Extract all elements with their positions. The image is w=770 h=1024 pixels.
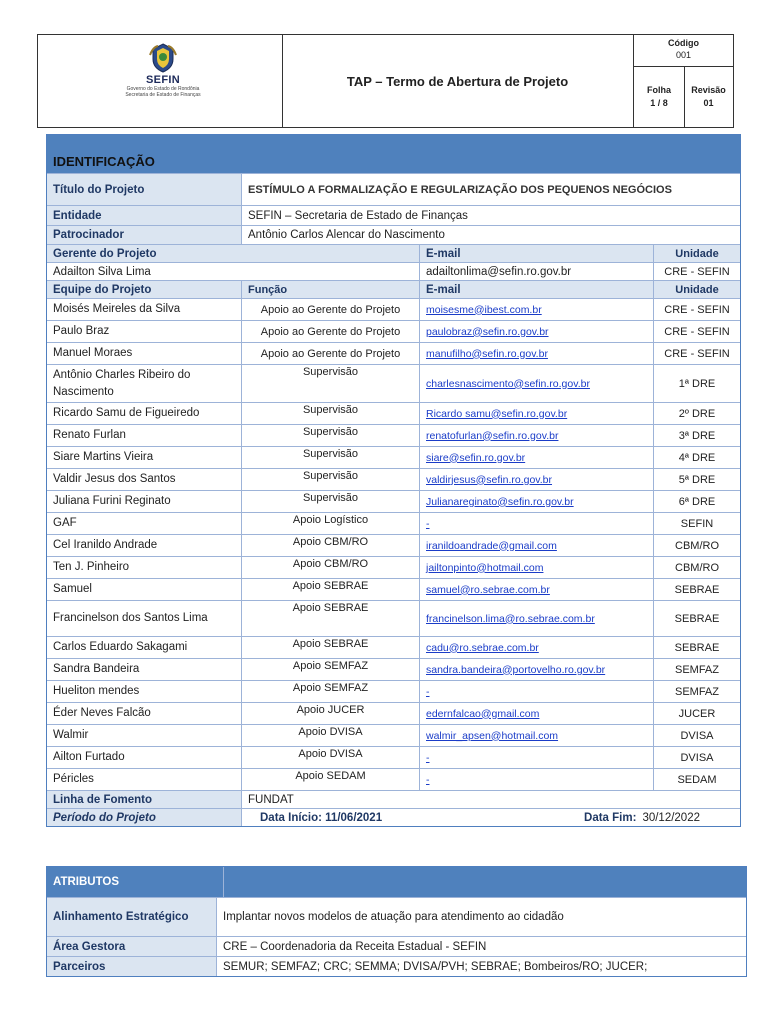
member-email-link[interactable]: cadu@ro.sebrae.com.br [426, 641, 539, 654]
data-fim-label: Data Fim: [584, 811, 637, 824]
member-name: Renato Furlan [47, 425, 242, 446]
member-funcao: Apoio Logístico [242, 513, 420, 534]
member-unidade: 4ª DRE [678, 451, 716, 464]
member-funcao: Apoio CBM/RO [242, 535, 420, 556]
member-email-link[interactable]: - [426, 751, 430, 764]
member-name: Juliana Furini Reginato [47, 491, 242, 512]
member-email-link[interactable]: walmir_apsen@hotmail.com [426, 729, 559, 742]
entidade-value: SEFIN – Secretaria de Estado de Finanças [248, 209, 468, 222]
member-name: Hueliton mendes [47, 681, 242, 702]
member-funcao: Supervisão [242, 469, 420, 490]
gerente-email: adailtonlima@sefin.ro.gov.br [420, 263, 654, 280]
member-email-cell [420, 535, 654, 556]
gerente-unidade: CRE - SEFIN [664, 265, 730, 278]
equipe-header: Equipe do Projeto [47, 281, 242, 298]
member-name: Sandra Bandeira [47, 659, 242, 680]
member-email-cell [420, 513, 654, 534]
identificacao-table [46, 134, 741, 827]
parceiros-row [47, 956, 746, 976]
folha-cell [634, 67, 685, 127]
member-email-cell [420, 747, 654, 768]
member-funcao: Apoio SEBRAE [242, 579, 420, 600]
alinhamento-value: Implantar novos modelos de atuação para atendimento ao cidadão [223, 911, 564, 923]
member-funcao: Supervisão [242, 365, 420, 402]
member-email-cell [420, 769, 654, 790]
parceiros-value: SEMUR; SEMFAZ; CRC; SEMMA; DVISA/PVH; SEBRAE; Bombeiros/RO; JUCER; [223, 960, 648, 973]
member-funcao: Apoio ao Gerente do Projeto [242, 343, 420, 364]
member-email-cell [420, 601, 654, 636]
table-row [47, 468, 740, 490]
table-row [47, 556, 740, 578]
member-email-link[interactable]: francinelson.lima@ro.sebrae.com.br [426, 612, 595, 625]
table-row [47, 342, 740, 364]
funcao-header: Função [242, 281, 420, 298]
member-email-link[interactable]: siare@sefin.ro.gov.br [426, 451, 526, 464]
member-unidade: CBM/RO [675, 561, 719, 574]
member-unidade: SEMFAZ [674, 663, 719, 676]
member-name: GAF [47, 513, 242, 534]
member-name: Ricardo Samu de Figueiredo [47, 403, 242, 424]
member-unidade: JUCER [678, 707, 716, 720]
member-unidade: CRE - SEFIN [664, 325, 730, 338]
member-funcao: Supervisão [242, 425, 420, 446]
member-funcao: Supervisão [242, 491, 420, 512]
document-header [37, 34, 734, 128]
member-unidade: 3ª DRE [678, 429, 716, 442]
alinhamento-row [47, 897, 746, 936]
data-fim-value: 30/12/2022 [642, 811, 700, 824]
periodo-row [47, 808, 740, 826]
parceiros-label: Parceiros [47, 957, 217, 976]
patrocinador-row [47, 225, 740, 244]
member-name: Walmir [47, 725, 242, 746]
codigo-cell [634, 35, 733, 67]
document-title: TAP – Termo de Abertura de Projeto [282, 35, 634, 127]
table-row [47, 320, 740, 342]
data-inicio: Data Início: 11/06/2021 [260, 811, 383, 824]
member-email-link[interactable]: sandra.bandeira@portovelho.ro.gov.br [426, 663, 606, 676]
member-name: Antônio Charles Ribeiro do Nascimento [47, 365, 242, 402]
codigo-value: 001 [675, 50, 692, 60]
member-name: Carlos Eduardo Sakagami [47, 637, 242, 658]
entidade-label: Entidade [47, 206, 242, 225]
member-email-cell [420, 469, 654, 490]
member-email-cell [420, 637, 654, 658]
member-email-link[interactable]: - [426, 685, 430, 698]
member-funcao: Apoio DVISA [242, 725, 420, 746]
gerente-email-header: E-mail [420, 245, 654, 262]
member-email-link[interactable]: - [426, 773, 430, 786]
linha-row [47, 790, 740, 808]
member-unidade: DVISA [680, 751, 714, 764]
member-name: Éder Neves Falcão [47, 703, 242, 724]
member-unidade: 5ª DRE [678, 473, 716, 486]
folha-label: Folha [647, 85, 671, 95]
gerente-header-row [47, 244, 740, 262]
member-name: Cel Iranildo Andrade [47, 535, 242, 556]
alinhamento-label: Alinhamento Estratégico [47, 898, 217, 936]
member-unidade: 2º DRE [678, 407, 716, 420]
folha-value: 1 / 8 [650, 98, 668, 108]
member-unidade: SEFIN [680, 517, 714, 530]
member-name: Péricles [47, 769, 242, 790]
logo-subtitle-2: Secretaria de Estado de Finanças [125, 92, 201, 98]
member-funcao: Apoio ao Gerente do Projeto [242, 321, 420, 342]
logo-cell [38, 35, 283, 127]
gerente-name: Adailton Silva Lima [47, 263, 420, 280]
table-row [47, 658, 740, 680]
member-funcao: Apoio JUCER [242, 703, 420, 724]
member-email-cell [420, 425, 654, 446]
member-email-cell [420, 659, 654, 680]
member-email-cell [420, 491, 654, 512]
equipe-unidade-header: Unidade [675, 283, 719, 296]
atributos-title: ATRIBUTOS [47, 867, 224, 897]
area-row [47, 936, 746, 956]
equipe-list [47, 298, 740, 790]
member-email-cell [420, 365, 654, 402]
member-name: Paulo Braz [47, 321, 242, 342]
member-funcao: Apoio SEBRAE [242, 637, 420, 658]
member-email-link[interactable]: moisesme@ibest.com.br [426, 303, 542, 316]
titulo-label: Título do Projeto [47, 174, 242, 205]
member-unidade: 6ª DRE [678, 495, 716, 508]
member-funcao: Apoio SEMFAZ [242, 681, 420, 702]
member-email-link[interactable]: samuel@ro.sebrae.com.br [426, 583, 550, 596]
member-email-cell [420, 703, 654, 724]
table-row [47, 512, 740, 534]
member-unidade: DVISA [680, 729, 714, 742]
member-email-cell [420, 447, 654, 468]
revisao-value: 01 [703, 98, 714, 108]
area-label: Área Gestora [47, 937, 217, 956]
patrocinador-value: Antônio Carlos Alencar do Nascimento [248, 229, 445, 241]
member-unidade: CRE - SEFIN [664, 347, 730, 360]
member-name: Samuel [47, 579, 242, 600]
gerente-row [47, 262, 740, 280]
member-email-link[interactable]: valdirjesus@sefin.ro.gov.br [426, 473, 553, 486]
member-unidade: CRE - SEFIN [664, 303, 730, 316]
member-email-link[interactable]: - [426, 517, 430, 530]
member-email-link[interactable]: paulobraz@sefin.ro.gov.br [426, 325, 549, 338]
member-email-link[interactable]: jailtonpinto@hotmail.com [426, 561, 544, 574]
patrocinador-label: Patrocinador [47, 226, 242, 244]
codigo-label: Código [668, 38, 699, 48]
member-name: Ailton Furtado [47, 747, 242, 768]
table-row [47, 298, 740, 320]
member-email-link[interactable]: Julianareginato@sefin.ro.gov.br [426, 495, 574, 508]
titulo-value: ESTÍMULO A FORMALIZAÇÃO E REGULARIZAÇÃO DOS PEQUENOS NEGÓCIOS [248, 183, 672, 196]
member-name: Valdir Jesus dos Santos [47, 469, 242, 490]
table-row [47, 724, 740, 746]
logo-name: SEFIN [146, 74, 180, 86]
member-funcao: Apoio SEBRAE [242, 601, 420, 636]
member-funcao: Apoio DVISA [242, 747, 420, 768]
member-funcao: Apoio SEDAM [242, 769, 420, 790]
sefin-logo [108, 43, 218, 98]
table-row [47, 702, 740, 724]
table-row [47, 680, 740, 702]
equipe-email-header: E-mail [420, 281, 654, 298]
member-funcao: Supervisão [242, 403, 420, 424]
member-email-cell [420, 681, 654, 702]
entidade-row [47, 205, 740, 225]
member-email-cell [420, 725, 654, 746]
table-row [47, 446, 740, 468]
member-unidade: SEMFAZ [674, 685, 719, 698]
member-email-link[interactable]: manufilho@sefin.ro.gov.br [426, 347, 548, 360]
member-email-link[interactable]: edernfalcao@gmail.com [426, 707, 540, 720]
member-email-link[interactable]: Ricardo samu@sefin.ro.gov.br [426, 407, 568, 420]
member-name: Moisés Meireles da Silva [47, 299, 242, 320]
table-row [47, 534, 740, 556]
member-name: Manuel Moraes [47, 343, 242, 364]
member-unidade: SEBRAE [674, 583, 720, 596]
member-name: Francinelson dos Santos Lima [47, 601, 242, 636]
table-row [47, 490, 740, 512]
logo-subtitle-1: Governo do Estado de Rondônia [126, 86, 200, 92]
member-email-cell [420, 579, 654, 600]
member-email-cell [420, 321, 654, 342]
member-email-link[interactable]: charlesnascimento@sefin.ro.gov.br [426, 377, 590, 390]
member-unidade: SEDAM [677, 773, 717, 786]
revisao-label: Revisão [691, 85, 726, 95]
table-row [47, 768, 740, 790]
titulo-row [47, 173, 740, 205]
member-unidade: CBM/RO [675, 539, 719, 552]
table-row [47, 578, 740, 600]
periodo-label: Período do Projeto [47, 809, 242, 826]
area-value: CRE – Coordenadoria da Receita Estadual - SEFIN [223, 940, 487, 953]
member-funcao: Apoio CBM/RO [242, 557, 420, 578]
member-unidade: SEBRAE [674, 612, 720, 625]
member-funcao: Apoio SEMFAZ [242, 659, 420, 680]
member-email-link[interactable]: iranildoandrade@gmail.com [426, 539, 557, 552]
member-email-cell [420, 557, 654, 578]
member-email-cell [420, 299, 654, 320]
member-email-link[interactable]: renatofurlan@sefin.ro.gov.br [426, 429, 559, 442]
member-unidade: SEBRAE [674, 641, 720, 654]
member-unidade: 1ª DRE [678, 377, 716, 390]
member-name: Ten J. Pinheiro [47, 557, 242, 578]
equipe-header-row [47, 280, 740, 298]
table-row [47, 364, 740, 402]
member-email-cell [420, 403, 654, 424]
member-name: Siare Martins Vieira [47, 447, 242, 468]
table-row [47, 402, 740, 424]
table-row [47, 746, 740, 768]
revisao-cell [684, 67, 733, 127]
member-funcao: Apoio ao Gerente do Projeto [242, 299, 420, 320]
identificacao-title: IDENTIFICAÇÃO [47, 135, 740, 173]
member-email-cell [420, 343, 654, 364]
linha-label: Linha de Fomento [47, 791, 242, 808]
table-row [47, 600, 740, 636]
table-row [47, 424, 740, 446]
atributos-table [46, 866, 747, 977]
linha-value: FUNDAT [248, 793, 294, 806]
member-funcao: Supervisão [242, 447, 420, 468]
coat-of-arms-icon [149, 43, 177, 73]
atributos-header [47, 867, 746, 897]
gerente-unidade-header: Unidade [675, 247, 719, 260]
gerente-header: Gerente do Projeto [47, 245, 420, 262]
table-row [47, 636, 740, 658]
